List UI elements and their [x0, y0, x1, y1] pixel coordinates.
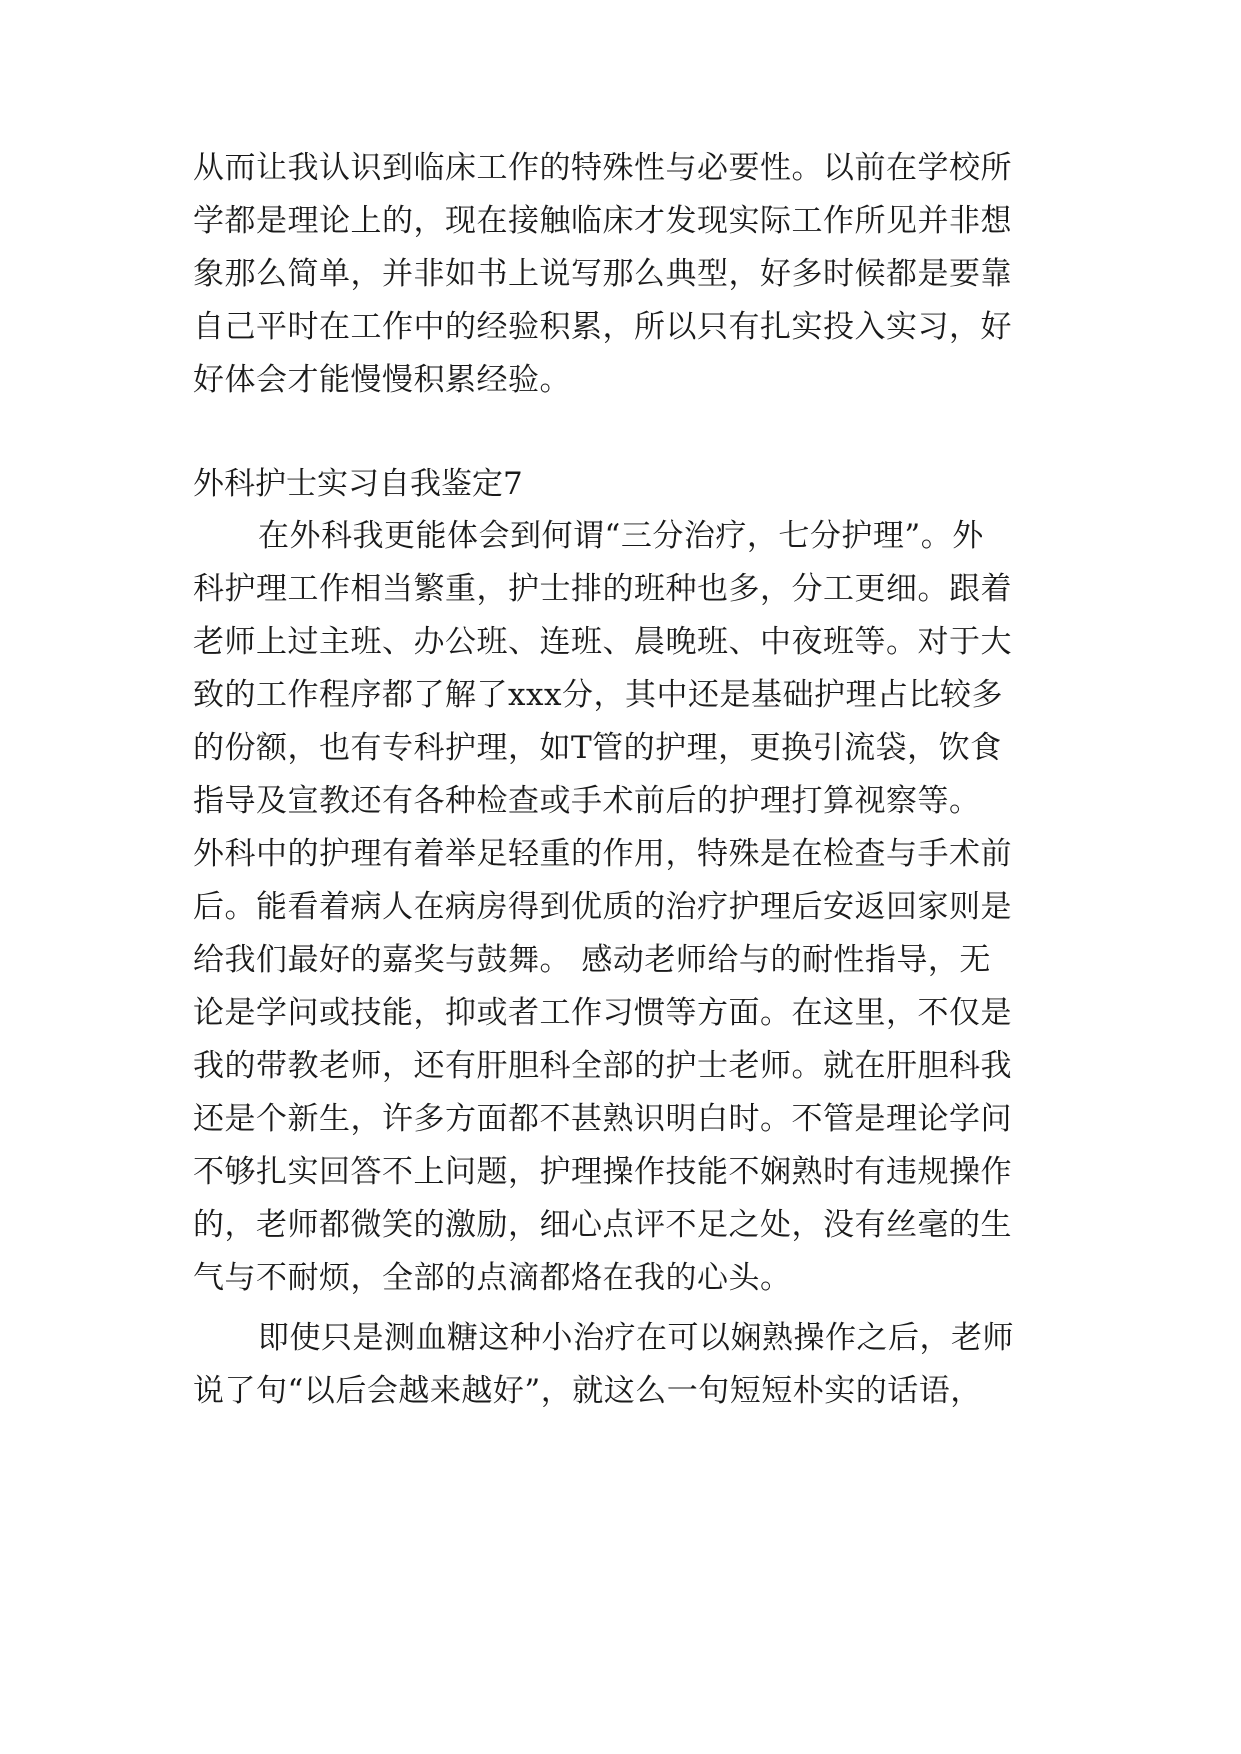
text-line: 自己平时在工作中的经验积累，所以只有扎实投入实习，好 [193, 309, 1012, 345]
section-heading: 外科护士实习自我鉴定7 [193, 466, 523, 502]
text-line: 学都是理论上的，现在接触临床才发现实际工作所见并非想 [193, 203, 1012, 239]
text-line: 给我们最好的嘉奖与鼓舞。 感动老师给与的耐性指导，无 [193, 942, 991, 978]
text-line: 好体会才能慢慢积累经验。 [193, 362, 571, 398]
text-line: 象那么简单，并非如书上说写那么典型，好多时候都是要靠 [193, 256, 1012, 292]
text-line: 从而让我认识到临床工作的特殊性与必要性。以前在学校所 [193, 150, 1012, 186]
text-line: 不够扎实回答不上问题，护理操作技能不娴熟时有违规操作 [193, 1154, 1012, 1190]
text-line: 后。能看着病人在病房得到优质的治疗护理后安返回家则是 [193, 889, 1012, 925]
text-line: 在外科我更能体会到何谓“三分治疗，七分护理”。外 [258, 518, 984, 554]
text-line: 还是个新生，许多方面都不甚熟识明白时。不管是理论学问 [193, 1101, 1012, 1137]
text-line: 科护理工作相当繁重，护士排的班种也多，分工更细。跟着 [193, 571, 1012, 607]
text-line: 指导及宣教还有各种检查或手术前后的护理打算视察等。 [193, 783, 981, 819]
text-line: 我的带教老师，还有肝胆科全部的护士老师。就在肝胆科我 [193, 1048, 1012, 1084]
text-line: 外科中的护理有着举足轻重的作用，特殊是在检查与手术前 [193, 836, 1012, 872]
text-line: 气与不耐烦，全部的点滴都烙在我的心头。 [193, 1260, 792, 1296]
text-line: 论是学问或技能，抑或者工作习惯等方面。在这里，不仅是 [193, 995, 1012, 1031]
text-line: 老师上过主班、办公班、连班、晨晚班、中夜班等。对于大 [193, 624, 1012, 660]
text-line: 的份额，也有专科护理，如T管的护理，更换引流袋，饮食 [193, 730, 1002, 766]
text-line: 致的工作程序都了解了xxx分，其中还是基础护理占比较多 [193, 677, 1003, 713]
text-line: 的，老师都微笑的激励，细心点评不足之处，没有丝毫的生 [193, 1207, 1012, 1243]
text-line: 说了句“以后会越来越好”，就这么一句短短朴实的话语， [193, 1373, 982, 1409]
text-line: 即使只是测血糖这种小治疗在可以娴熟操作之后，老师 [258, 1320, 1014, 1356]
